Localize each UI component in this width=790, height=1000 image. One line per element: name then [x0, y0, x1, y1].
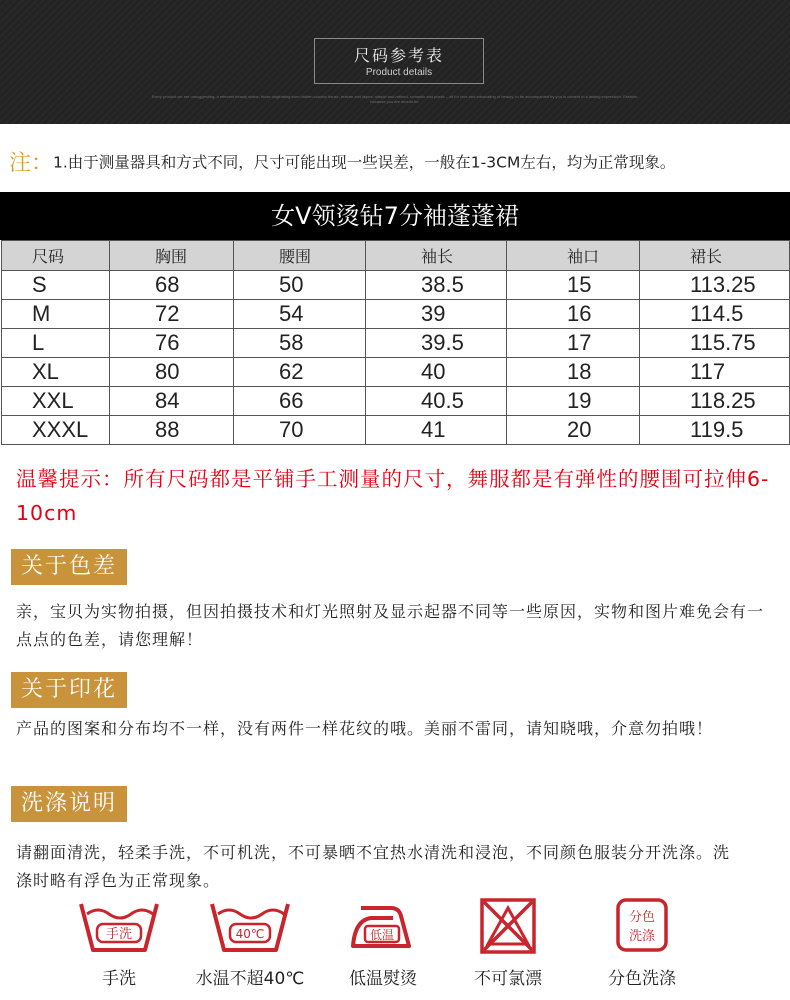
care-item-separate-wash	[577, 898, 707, 989]
cell-sleeve-length: 40.5	[366, 387, 507, 416]
header-skirt-length: 裙长	[640, 241, 790, 271]
cell-cuff: 18	[507, 358, 640, 387]
cell-size: S	[2, 271, 110, 300]
size-row	[2, 416, 790, 445]
cell-size: L	[2, 329, 110, 358]
cell-sleeve-length: 39.5	[366, 329, 507, 358]
header-banner	[0, 0, 790, 124]
section-heading-color-difference: 关于色差	[11, 549, 127, 585]
care-label-no-bleach: 不可氯漂	[474, 969, 542, 989]
banner-subtitle: Product details	[365, 67, 433, 78]
separate-wash-badge-line2: 洗涤	[628, 929, 656, 944]
cell-cuff: 19	[507, 387, 640, 416]
cell-cuff: 20	[507, 416, 640, 445]
banner-tagline: Every product we are unsuggesting, a relevant beauty stains, those originating from hidden country house, texture and layers, simple and refined, romantic and poetic – all for love and advocating of beauty, to be accompanied by you is content in a lasting impression. Fashion, because you are should be.	[151, 94, 639, 104]
cell-waist: 58	[234, 329, 366, 358]
cell-waist: 50	[234, 271, 366, 300]
section-text-color-difference: 亲，宝贝为实物拍摄，但因拍摄技术和灯光照射及显示起器不同等一些原因，实物和图片难免会有一点点的色差，请您理解！	[16, 602, 765, 649]
cell-sleeve-length: 39	[366, 300, 507, 329]
cell-skirt-length: 117	[640, 358, 790, 387]
separate-wash-badge-line1: 分色	[628, 910, 656, 925]
cell-sleeve-length: 38.5	[366, 271, 507, 300]
cell-bust: 68	[110, 271, 234, 300]
no-bleach-icon	[466, 898, 550, 954]
care-item-no-bleach	[443, 898, 573, 989]
cell-size: XXL	[2, 387, 110, 416]
section-text-print: 产品的图案和分布均不一样，没有两件一样花纹的哦。美丽不雷同，请知晓哦，介意勿拍哦！	[16, 719, 714, 738]
care-label-water-temperature: 水温不超40℃	[195, 969, 305, 989]
cell-skirt-length: 113.25	[640, 271, 790, 300]
measurement-note	[9, 146, 784, 177]
cell-bust: 72	[110, 300, 234, 329]
water-temperature-icon	[208, 898, 292, 954]
cell-size: XL	[2, 358, 110, 387]
hand-wash-badge: 手洗	[105, 927, 133, 942]
section-heading-washing: 洗涤说明	[11, 786, 127, 822]
size-row	[2, 271, 790, 300]
size-table-header-row	[2, 241, 790, 271]
note-text: 1.由于测量器具和方式不同，尺寸可能出现一些误差，一般在1-3CM左右，均为正常现象。	[53, 153, 676, 172]
care-label-separate-wash: 分色洗涤	[608, 969, 676, 989]
header-cuff: 袖口	[507, 241, 640, 271]
cell-sleeve-length: 40	[366, 358, 507, 387]
care-item-water-temperature	[185, 898, 315, 989]
care-label-low-temp-iron: 低温熨烫	[349, 969, 417, 989]
cell-skirt-length: 114.5	[640, 300, 790, 329]
banner-title: 尺码参考表	[353, 46, 444, 65]
size-row	[2, 387, 790, 416]
cell-waist: 54	[234, 300, 366, 329]
care-label-hand-wash: 手洗	[102, 969, 136, 989]
low-temp-iron-icon	[341, 898, 425, 954]
section-text-washing: 请翻面清洗，轻柔手洗，不可机洗，不可暴晒不宜热水清洗和浸泡，不同颜色服装分开洗涤。洗涤时略有浮色为正常现象。	[16, 843, 731, 890]
header-bust: 胸围	[110, 241, 234, 271]
size-table	[1, 240, 790, 445]
hand-wash-icon	[77, 898, 161, 954]
cell-waist: 62	[234, 358, 366, 387]
care-item-low-temp-iron	[318, 898, 448, 989]
cell-cuff: 16	[507, 300, 640, 329]
cell-skirt-length: 118.25	[640, 387, 790, 416]
separate-wash-icon	[600, 898, 684, 954]
cell-cuff: 15	[507, 271, 640, 300]
cell-waist: 66	[234, 387, 366, 416]
cell-sleeve-length: 41	[366, 416, 507, 445]
size-table-title: 女V领烫钻7分袖蓬蓬裙	[0, 192, 790, 240]
size-row	[2, 358, 790, 387]
cell-waist: 70	[234, 416, 366, 445]
water-temperature-badge: 40℃	[235, 927, 265, 941]
header-sleeve-length: 袖长	[366, 241, 507, 271]
cell-skirt-length: 119.5	[640, 416, 790, 445]
cell-bust: 88	[110, 416, 234, 445]
section-heading-print: 关于印花	[11, 672, 127, 708]
size-row	[2, 300, 790, 329]
cell-bust: 84	[110, 387, 234, 416]
cell-size: XXXL	[2, 416, 110, 445]
cell-bust: 76	[110, 329, 234, 358]
header-size: 尺码	[2, 241, 110, 271]
note-label: 注：	[9, 151, 54, 176]
iron-badge: 低温	[369, 928, 395, 942]
cell-skirt-length: 115.75	[640, 329, 790, 358]
care-item-hand-wash	[54, 898, 184, 989]
cell-bust: 80	[110, 358, 234, 387]
warm-tip: 温馨提示：所有尺码都是平铺手工测量的尺寸，舞服都是有弹性的腰围可拉伸6-10cm	[16, 467, 770, 525]
cell-cuff: 17	[507, 329, 640, 358]
banner-title-box	[314, 38, 484, 84]
size-row	[2, 329, 790, 358]
header-waist: 腰围	[234, 241, 366, 271]
cell-size: M	[2, 300, 110, 329]
